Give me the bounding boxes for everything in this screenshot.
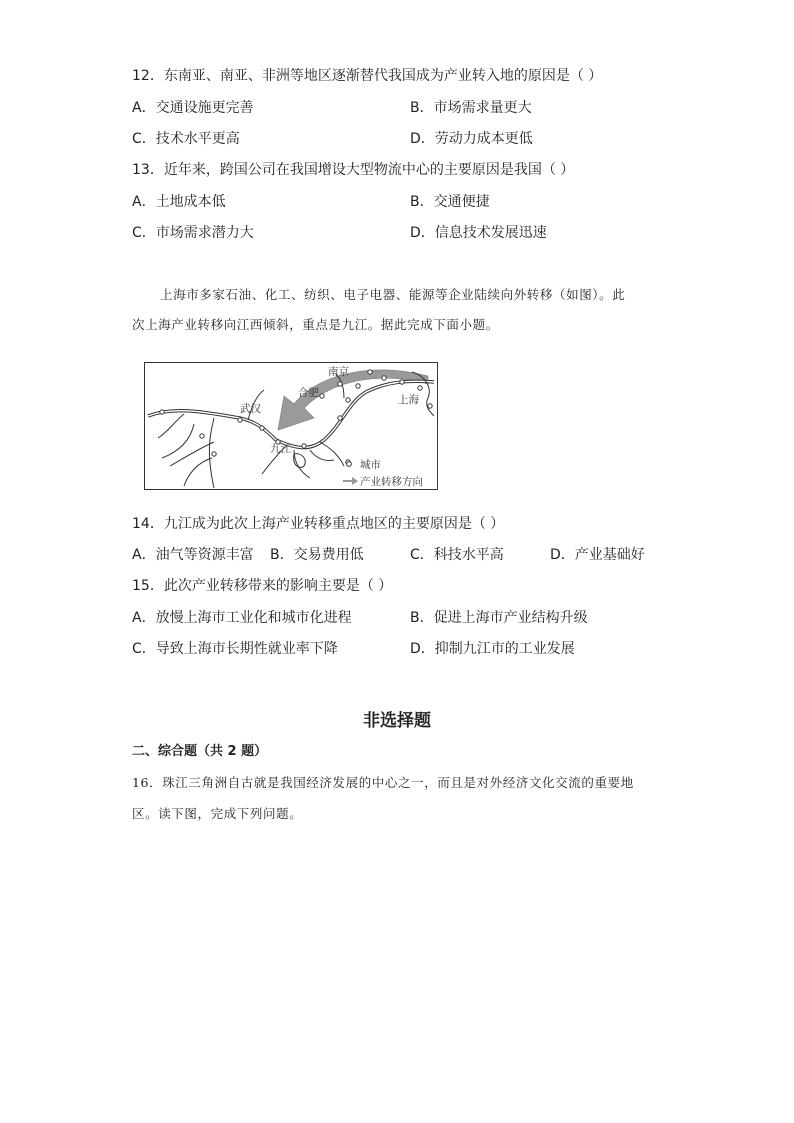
q15-option-d: D．抑制九江市的工业发展 [410,641,575,657]
map-label-nanjing: 南京 [328,366,349,378]
q15-stem: 15．此次产业转移带来的影响主要是（ ） [132,578,393,594]
q12-option-c: C．技术水平更高 [132,131,240,147]
map-label-hefei: 合肥 [298,387,319,399]
q13-option-d: D．信息技术发展迅速 [410,225,547,241]
q13-option-b: B．交通便捷 [410,194,490,210]
q13-option-c: C．市场需求潜力大 [132,225,254,241]
q14-option-a: A．油气等资源丰富 [132,547,254,563]
q13-stem: 13．近年来，跨国公司在我国增设大型物流中心的主要原因是我国（ ） [132,162,575,178]
q15-option-b: B．促进上海市产业结构升级 [410,610,588,626]
legend-arrow-label: 产业转移方向 [360,476,423,488]
passage-line-1: 上海市多家石油、化工、纺织、电子电器、能源等企业陆续向外转移（如图）。此 [160,287,626,302]
q14-option-b: B．交易费用低 [270,547,364,563]
section-subtitle: 二、综合题（共 2 题） [132,744,268,759]
q13-option-a: A．土地成本低 [132,194,226,210]
legend-city-symbol [347,462,352,467]
map-label-jiujiang: 九江 [270,443,291,455]
q12-option-d: D．劳动力成本更低 [410,131,533,147]
section-title: 非选择题 [363,711,431,731]
legend-city-label: 城市 [360,459,381,471]
map-label-wuhan: 武汉 [240,403,261,415]
q15-option-a: A．放慢上海市工业化和城市化进程 [132,610,352,626]
q15-option-c: C．导致上海市长期性就业率下降 [132,641,338,657]
q14-stem: 14．九江成为此次上海产业转移重点地区的主要原因是（ ） [132,516,505,532]
q14-option-c: C．科技水平高 [410,547,504,563]
map-label-shanghai: 上海 [398,394,419,406]
q16-line-1: 16．珠江三角洲自古就是我国经济发展的中心之一，而且是对外经济文化交流的重要地 [132,775,634,790]
q12-stem: 12．东南亚、南亚、非洲等地区逐渐替代我国成为产业转入地的原因是（ ） [132,68,603,84]
industry-transfer-map [144,362,438,490]
q14-option-d: D．产业基础好 [550,547,645,563]
q12-option-a: A．交通设施更完善 [132,100,254,116]
passage-line-2: 次上海产业转移向江西倾斜，重点是九江。据此完成下面小题。 [132,317,499,332]
q12-option-b: B．市场需求量更大 [410,100,532,116]
q16-line-2: 区。读下图，完成下列问题。 [132,806,303,821]
